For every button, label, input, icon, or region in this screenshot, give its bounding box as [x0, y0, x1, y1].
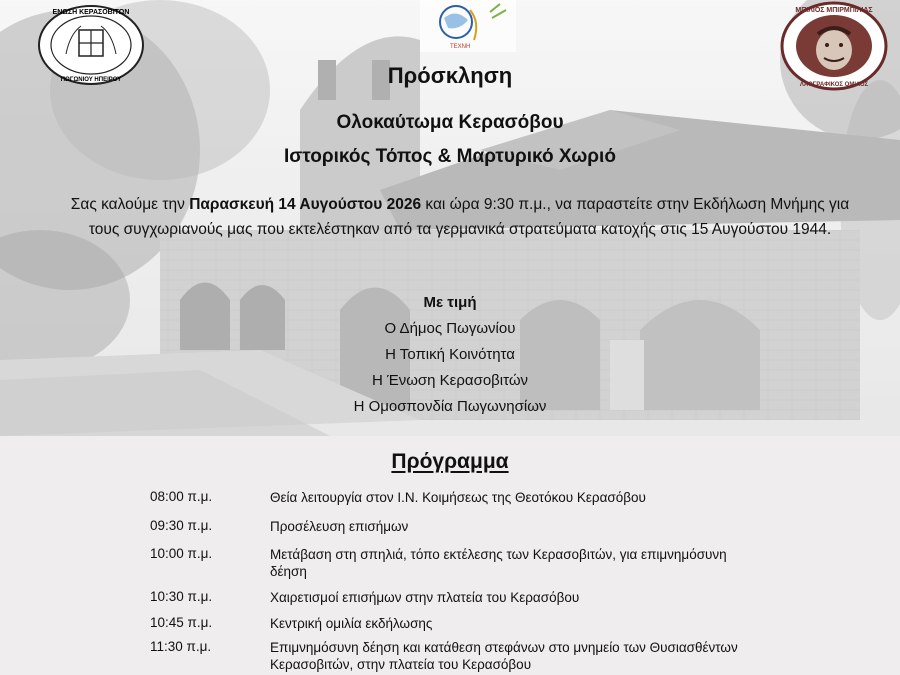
schedule-description: Προσέλευση επισήμων [270, 519, 409, 534]
svg-text:ΛΑΟΓΡΑΦΙΚΟΣ ΟΜΙΛΟΣ: ΛΑΟΓΡΑΦΙΚΟΣ ΟΜΙΛΟΣ [799, 82, 869, 88]
svg-text:ΤΕΧΝΗ: ΤΕΧΝΗ [450, 44, 471, 50]
cultural-logo-icon [420, 0, 516, 52]
schedule-time: 10:00 π.μ. [150, 546, 213, 561]
schedule-time: 08:00 π.μ. [150, 489, 213, 504]
schedule-description: Επιμνημόσυνη δέηση και κατάθεση στεφάνων στο μνημείο των Θυσιασθέντων Κερασοβιτών, στην πλατεία του Κερασόβου [270, 640, 738, 672]
subtitle-place: Ιστορικός Τόπος & Μαρτυρικό Χωριό [284, 146, 616, 167]
invitation-part-2: και ώρα 9:30 π.μ., να παραστείτε στην Εκδήλωση Μνήμης για τους συγχωριανούς μας που εκτελέστηκαν από τα γερμανικά στρατεύματα κατοχής στις 15 Αυγούστου 1944. [88, 196, 850, 238]
schedule-row [150, 615, 750, 632]
invitation-part-1: Σας καλούμε την [70, 196, 185, 213]
honor-line: Ο Δήμος Πωγωνίου [384, 320, 516, 337]
invitation-text [60, 193, 860, 242]
honor-block [300, 290, 600, 420]
schedule-row [150, 518, 750, 535]
schedule-time: 11:30 π.μ. [150, 639, 212, 654]
schedule-row [150, 546, 750, 580]
schedule-time: 10:30 π.μ. [150, 589, 213, 604]
honor-line: Η Ένωση Κερασοβιτών [371, 372, 529, 389]
svg-text:ΜΠΙΛΙΟΣ ΜΠΙΡΜΠΙΛΙΑΣ: ΜΠΙΛΙΟΣ ΜΠΙΡΜΠΙΛΙΑΣ [795, 7, 873, 14]
honor-line: Η Τοπική Κοινότητα [385, 346, 515, 363]
page-title: Πρόσκληση [387, 63, 513, 88]
schedule-description: Κεντρική ομιλία εκδήλωσης [270, 616, 433, 631]
schedule-row [150, 639, 750, 673]
schedule-description: Θεία λειτουργία στον Ι.Ν. Κοιμήσεως της Θεοτόκου Κερασόβου [270, 490, 646, 505]
svg-text:ΕΝΩΣΗ ΚΕΡΑΣΟΒΙΤΩΝ: ΕΝΩΣΗ ΚΕΡΑΣΟΒΙΤΩΝ [52, 9, 130, 16]
svg-text:ΠΩΓΩΝΙΟΥ ΗΠΕΙΡΟΥ: ΠΩΓΩΝΙΟΥ ΗΠΕΙΡΟΥ [60, 77, 122, 83]
program-title-text: Πρόγραμμα [391, 450, 509, 473]
schedule-row [150, 489, 750, 506]
subtitle-event: Ολοκαύτωμα Κερασόβου [336, 112, 564, 133]
program-title [0, 450, 900, 474]
honor-heading: Με τιμή [423, 294, 477, 311]
invitation-date: Παρασκευή 14 Αυγούστου 2026 [189, 196, 422, 213]
schedule-description: Μετάβαση στη σπηλιά, τόπο εκτέλεσης των Κερασοβιτών, για επιμνημόσυνη δέηση [270, 547, 727, 579]
schedule-time: 10:45 π.μ. [150, 615, 213, 630]
schedule-row [150, 589, 750, 606]
honor-line: Η Ομοσπονδία Πωγωνησίων [353, 398, 547, 415]
schedule-time: 09:30 π.μ. [150, 518, 213, 533]
schedule-description: Χαιρετισμοί επισήμων στην πλατεία του Κερασόβου [270, 590, 580, 605]
